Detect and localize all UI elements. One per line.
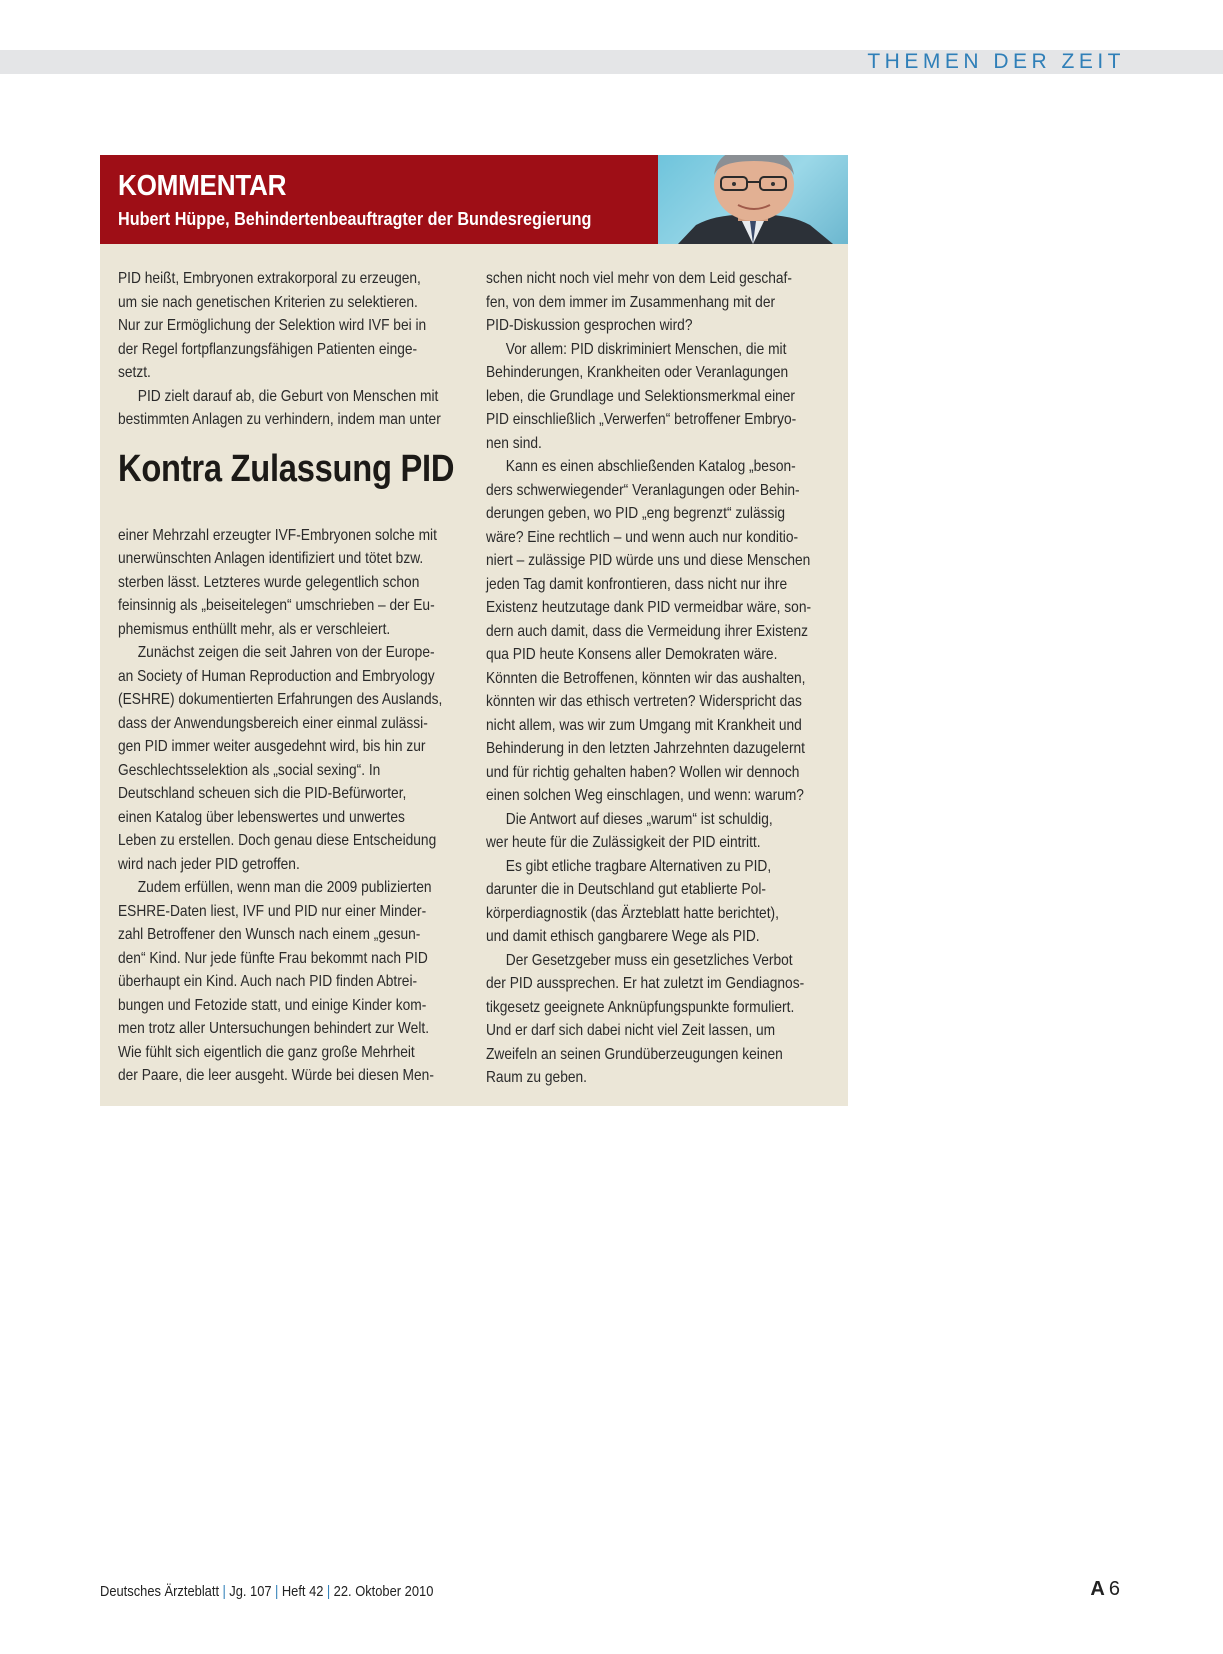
footer-separator: | (275, 1583, 279, 1600)
text-line: Zunächst zeigen die seit Jahren von der Europe- (137, 644, 435, 661)
text-line: Die Antwort auf dieses „warum“ ist schuldig, (505, 810, 773, 828)
page-number (1090, 1578, 1120, 1601)
text-line: wird nach jeder PID getroffen. (118, 855, 300, 873)
text-line: Könnten die Betroffenen, könnten wir das aushalten, (486, 669, 806, 687)
text-line: darunter die in Deutschland gut etablierte Pol- (486, 881, 766, 898)
text-line: Nur zur Ermöglichung der Selektion wird IVF bei in (118, 317, 427, 334)
text-line: PID einschließlich „Verwerfen“ betroffener Embryo- (486, 411, 797, 428)
text-line: phemismus enthüllt mehr, als er verschleiert. (118, 620, 391, 638)
text-line: bestimmten Anlagen zu verhindern, indem man unter (118, 411, 441, 428)
section-label: THEMEN DER ZEIT (867, 50, 1125, 73)
journal-name: Deutsches Ärzteblatt (100, 1583, 220, 1600)
text-line: ders schwerwiegender“ Veranlagungen oder Behin- (486, 481, 800, 499)
text-line: Raum zu geben. (486, 1069, 587, 1086)
text-line: feinsinnig als „beiseitelegen“ umschrieben – der Eu- (118, 597, 435, 614)
text-line: um sie nach genetischen Kriterien zu selektieren. (118, 293, 418, 311)
text-line: Deutschland scheuen sich die PID-Befürworter, (118, 785, 407, 802)
journal-volume: Jg. 107 (229, 1583, 272, 1600)
text-line: und für richtig gehalten haben? Wollen wir dennoch (486, 763, 800, 781)
text-line: PID zielt darauf ab, die Geburt von Menschen mit (137, 387, 439, 405)
text-line: Es gibt etliche tragbare Alternativen zu PID, (505, 857, 772, 875)
text-line: ESHRE-Daten liest, IVF und PID nur einer Minder- (118, 902, 427, 920)
journal-issue: Heft 42 (281, 1583, 324, 1600)
text-line: Geschlechtsselektion als „social sexing“. In (118, 761, 381, 779)
column-right (486, 267, 856, 1090)
text-line: nen sind. (486, 434, 542, 452)
footer-separator: | (326, 1583, 331, 1600)
text-line: gen PID immer weiter ausgedehnt wird, bis hin zur (118, 738, 426, 755)
text-line: Der Gesetzgeber muss ein gesetzliches Verbot (505, 951, 793, 969)
text-line: dern auch damit, dass die Vermeidung ihrer Existenz (486, 622, 809, 640)
text-line: Behinderung in den letzten Jahrzehnten dazugelernt (486, 740, 806, 757)
commentary-banner (100, 155, 848, 244)
text-line: setzt. (118, 364, 151, 381)
column-left-top (118, 267, 488, 432)
page-prefix: A (1090, 1578, 1105, 1600)
page-footer (100, 1583, 433, 1600)
text-line: nicht allem, was wir zum Umgang mit Krankheit und (486, 716, 802, 734)
text-line: zahl Betroffener den Wunsch nach einem „gesun- (118, 926, 421, 943)
text-line: sterben lässt. Letzteres wurde gelegentlich schon (118, 573, 420, 591)
portrait-photo (658, 155, 848, 244)
text-line: Leben zu erstellen. Doch genau diese Entscheidung (118, 832, 437, 849)
text-line: Wie fühlt sich eigentlich die ganz große Mehrheit (118, 1043, 415, 1061)
text-line: bungen und Fetozide statt, und einige Kinder kom- (118, 996, 427, 1014)
text-line: Existenz heutzutage dank PID vermeidbar wäre, son- (486, 599, 812, 616)
text-line: und damit ethisch gangbarere Wege als PID. (486, 928, 760, 945)
text-line: Behinderungen, Krankheiten oder Veranlagungen (486, 364, 789, 381)
text-line: (ESHRE) dokumentierten Erfahrungen des Auslands, (118, 691, 443, 708)
text-line: wer heute für die Zulässigkeit der PID eintritt. (486, 834, 761, 851)
text-line: den“ Kind. Nur jede fünfte Frau bekommt nach PID (118, 949, 428, 967)
text-line: derungen geben, wo PID „eng begrenzt“ zulässig (486, 505, 786, 522)
author-portrait (658, 155, 848, 244)
text-line: an Society of Human Reproduction and Embryology (118, 667, 435, 685)
text-line: qua PID heute Konsens aller Demokraten wäre. (486, 646, 778, 663)
text-line: unerwünschten Anlagen identifiziert und tötet bzw. (118, 550, 424, 567)
text-line: der Regel fortpflanzungsfähigen Patienten einge- (118, 340, 418, 358)
text-line: men trotz aller Untersuchungen behindert zur Welt. (118, 1020, 430, 1037)
footer-separator: | (222, 1583, 226, 1600)
text-line: der Paare, die leer ausgeht. Würde bei diesen Men- (118, 1067, 434, 1084)
text-line: Kann es einen abschließenden Katalog „beson- (505, 458, 796, 475)
text-line: einen Katalog über lebenswertes und unwertes (118, 808, 405, 826)
text-line: leben, die Grundlage und Selektionsmerkmal einer (486, 387, 796, 405)
text-line: Zudem erfüllen, wenn man die 2009 publizierten (137, 879, 432, 896)
text-line: schen nicht noch viel mehr von dem Leid geschaf- (486, 270, 792, 287)
text-line: überhaupt ein Kind. Auch nach PID finden Abtrei- (118, 973, 418, 990)
kicker-label: KOMMENTAR (118, 170, 287, 202)
text-line: PID heißt, Embryonen extrakorporal zu erzeugen, (118, 270, 421, 287)
text-line: PID-Diskussion gesprochen wird? (486, 317, 693, 334)
text-line: könnten wir das ethisch vertreten? Widerspricht das (486, 693, 802, 710)
page-number-value: 6 (1108, 1578, 1120, 1600)
column-left-bottom (118, 524, 488, 1088)
text-line: Vor allem: PID diskriminiert Menschen, die mit (505, 340, 787, 358)
text-line: fen, von dem immer im Zusammenhang mit der (486, 293, 776, 311)
article-headline: Kontra Zulassung PID (118, 447, 455, 490)
text-line: tikgesetz geeignete Anknüpfungspunkte formuliert. (486, 998, 795, 1016)
text-line: niert – zulässige PID würde uns und diese Menschen (486, 552, 811, 569)
text-line: jeden Tag damit konfrontieren, dass nicht nur ihre (486, 575, 788, 593)
text-line: Zweifeln an seinen Grundüberzeugungen keinen (486, 1045, 783, 1063)
text-line: der PID aussprechen. Er hat zuletzt im Gendiagnos- (486, 975, 805, 992)
text-line: Und er darf sich dabei nicht viel Zeit lassen, um (486, 1022, 776, 1039)
text-line: einer Mehrzahl erzeugter IVF-Embryonen solche mit (118, 526, 437, 544)
author-line: Hubert Hüppe, Behindertenbeauftragter der Bundesregierung (118, 209, 592, 229)
column-left (118, 267, 488, 1088)
issue-date: 22. Oktober 2010 (333, 1583, 434, 1600)
text-line: dass der Anwendungsbereich einer einmal zulässi- (118, 714, 428, 732)
text-line: wäre? Eine rechtlich – und wenn auch nur konditio- (486, 528, 799, 546)
text-line: körperdiagnostik (das Ärzteblatt hatte berichtet), (486, 904, 779, 922)
text-line: einen solchen Weg einschlagen, und wenn: warum? (486, 787, 804, 804)
commentary-box (100, 155, 848, 1106)
